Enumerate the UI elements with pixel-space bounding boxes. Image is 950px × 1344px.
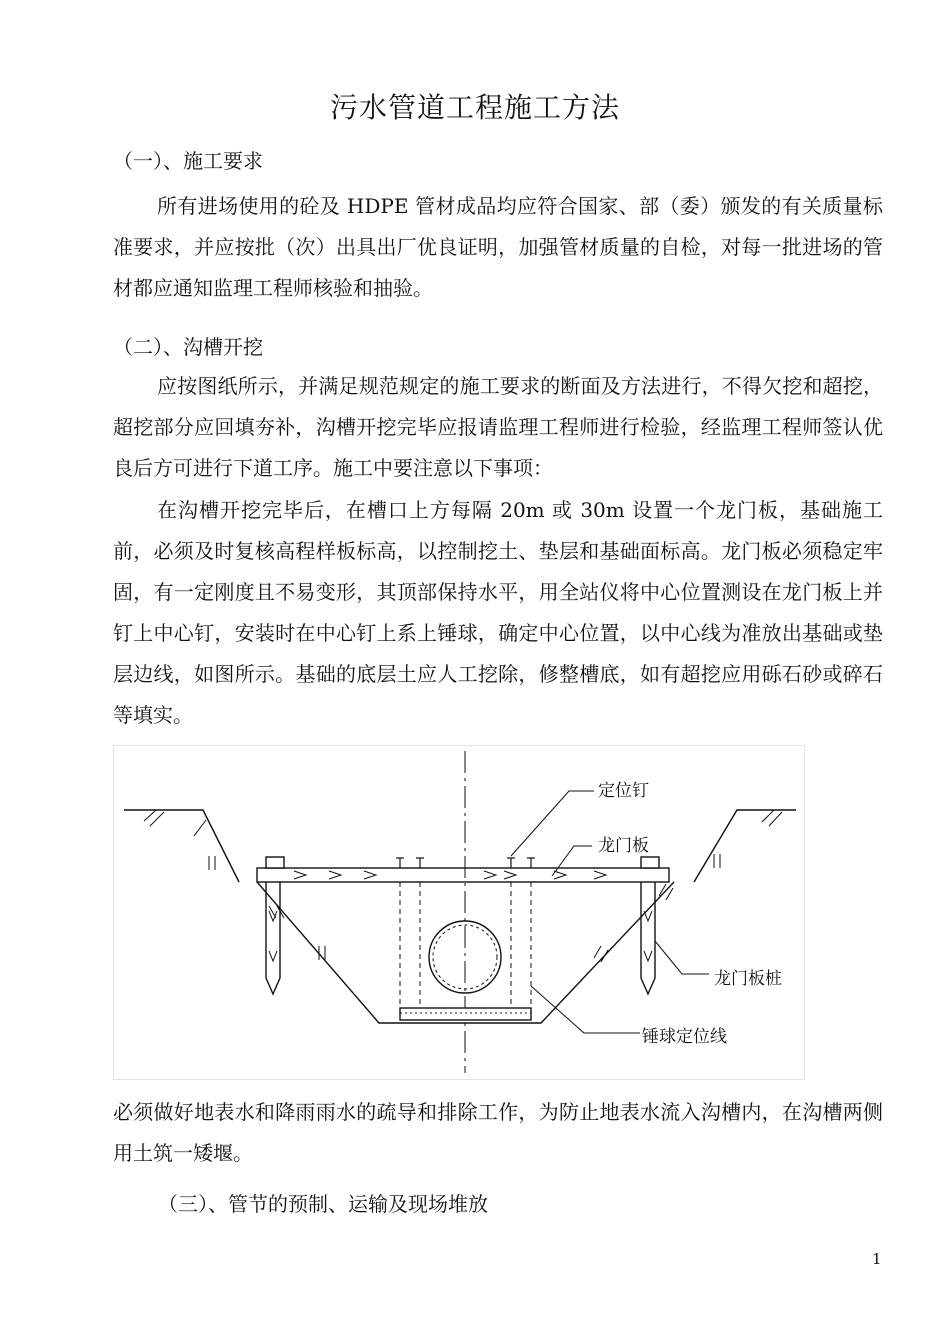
paragraph: 应按图纸所示，并满足规范规定的施工要求的断面及方法进行，不得欠挖和超挖，超挖部分应回填夯补，沟槽开挖完毕应报请监理工程师进行检验，经监理工程师签认优良后方可进行下道工序。施工中要注意以下事项： [113,374,883,480]
paragraph: 所有进场使用的砼及 HDPE 管材成品均应符合国家、部（委）颁发的有关质量标准要求，并应按批（次）出具出厂优良证明，加强管材质量的自检，对每一批进场的管材都应通知监理工程师核验和抽验。 [113,194,883,300]
section-heading-2: （二）、沟槽开挖 [113,335,263,359]
leader-plumb [531,986,640,1033]
base-cushion [400,1008,531,1020]
label-board: 龙门板 [598,836,649,856]
pile-left [266,882,280,994]
label-pile: 龙门板桩 [714,969,782,989]
pile-right [641,882,655,994]
label-plumb-line: 锤球定位线 [642,1027,727,1047]
board-block-left [266,857,284,868]
ground-left [124,810,239,882]
ground-hatch-left [144,810,325,960]
section-heading-3: （三）、管节的预制、运输及现场堆放 [158,1192,488,1216]
page-title: 污水管道工程施工方法 [329,91,620,124]
ground-right [694,810,796,882]
page-number: 1 [872,1250,882,1268]
section-heading-1: （一）、施工要求 [113,149,263,173]
label-nail: 定位钉 [598,781,649,801]
board-block-right [641,857,659,868]
paragraph: 必须做好地表水和降雨雨水的疏导和排除工作，为防止地表水流入沟槽内，在沟槽两侧用土筑一矮堰。 [113,1100,883,1165]
paragraph: 在沟槽开挖完毕后，在槽口上方每隔 20m 或 30m 设置一个龙门板，基础施工前，必须及时复核高程样板标高，以控制挖土、垫层和基础面标高。龙门板必须稳定牢固，有一定刚度且不易变形，其顶部保持水平，用全站仪将中心位置测设在龙门板上并钉上中心钉，安装时在中心钉上系上锤球，确定中心位置，以中心线为准放出基础或垫层边线，如图所示。基础的底层土应人工挖除，修整槽底，如有超挖应用砾石砂或碎石等填实。 [113,498,883,727]
leader-pile [655,941,709,974]
trench-figure [113,745,805,1080]
